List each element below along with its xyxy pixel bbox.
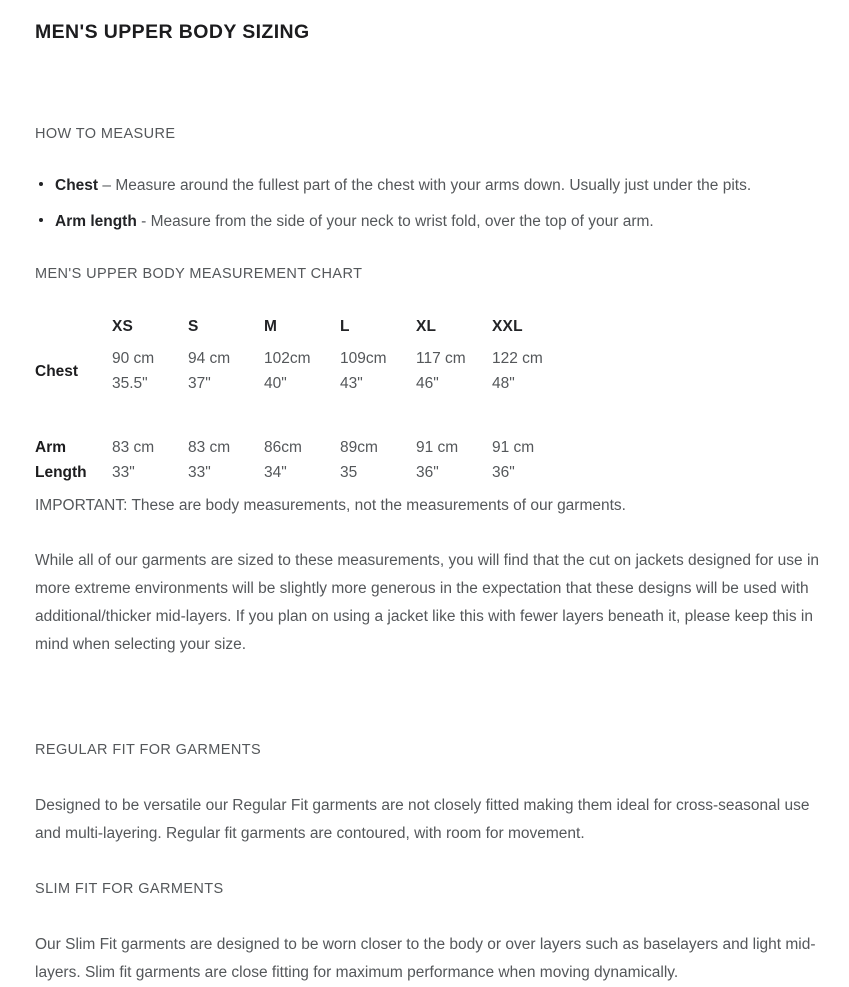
cell-cm: 90 cm (112, 350, 155, 367)
measure-item-arm-length (35, 211, 819, 232)
important-note: IMPORTANT: These are body measurements, not the measurements of our garments. (35, 497, 626, 514)
cell-inches: 43" (340, 375, 363, 392)
bullet-dot-icon (39, 182, 43, 186)
cell-cm: 83 cm (112, 439, 155, 456)
cell-inches: 34" (264, 464, 287, 481)
sizing-note-paragraph: While all of our garments are sized to these measurements, you will find that the cut on jackets designed for use in more extreme environments will be slightly more generous in the expectation that these designs will be used with additional/thicker mid-layers. If you plan on using a jacket like this with fewer layers beneath it, please keep this in mind when selecting your size. (35, 552, 820, 653)
regular-fit-heading: REGULAR FIT FOR GARMENTS (35, 742, 262, 758)
slim-fit-paragraph: Our Slim Fit garments are designed to be worn closer to the body or over layers such as baselayers and light mid-layers. Slim fit garments are close fitting for maximum performance when moving dynamically. (35, 936, 816, 981)
row-label: Chest (35, 362, 79, 380)
measurement-chart-section (35, 264, 819, 659)
size-column-header: L (340, 318, 350, 335)
measure-term: Arm length (55, 213, 137, 230)
size-column-header: XXL (492, 318, 523, 335)
measurement-cell (416, 435, 492, 485)
measurement-cell (492, 435, 568, 485)
measure-item-chest (35, 175, 819, 196)
cell-inches: 33" (188, 464, 211, 481)
cell-inches: 35 (340, 464, 358, 481)
cell-inches: 36" (416, 464, 439, 481)
measure-description: Measure from the side of your neck to wrist fold, over the top of your arm. (150, 213, 654, 230)
cell-inches: 46" (416, 375, 439, 392)
cell-cm: 91 cm (492, 439, 535, 456)
cell-inches: 40" (264, 375, 287, 392)
measurement-cell (188, 435, 264, 485)
measure-separator: – (102, 177, 112, 194)
table-row-chest (35, 346, 819, 396)
size-column-header: M (264, 318, 278, 335)
cell-inches: 48" (492, 375, 515, 392)
cell-cm: 94 cm (188, 350, 231, 367)
cell-cm: 89cm (340, 439, 378, 456)
how-to-measure-heading: HOW TO MEASURE (35, 126, 176, 142)
measurement-cell (188, 346, 264, 396)
table-row-arm-length (35, 435, 819, 485)
size-column-header: S (188, 318, 199, 335)
size-column-header: XL (416, 318, 437, 335)
size-column-header: XS (112, 318, 134, 335)
measure-description: Measure around the fullest part of the chest with your arms down. Usually just under the pits. (115, 177, 752, 194)
measure-separator: - (141, 213, 147, 230)
cell-cm: 122 cm (492, 350, 543, 367)
cell-cm: 117 cm (416, 350, 466, 367)
cell-cm: 91 cm (416, 439, 459, 456)
size-header-row (35, 317, 819, 337)
cell-inches: 35.5" (112, 375, 148, 392)
cell-cm: 83 cm (188, 439, 231, 456)
row-label: Arm Length (35, 439, 87, 481)
measure-term: Chest (55, 177, 99, 194)
cell-inches: 36" (492, 464, 515, 481)
measure-list (35, 175, 819, 232)
measurement-cell (340, 435, 416, 485)
slim-fit-heading: SLIM FIT FOR GARMENTS (35, 881, 224, 897)
measurement-cell (112, 346, 188, 396)
measurement-cell (112, 435, 188, 485)
cell-inches: 37" (188, 375, 211, 392)
regular-fit-section (35, 740, 819, 848)
measurement-cell (264, 435, 340, 485)
measurement-cell (340, 346, 416, 396)
cell-inches: 33" (112, 464, 135, 481)
measure-item-text (55, 175, 751, 196)
page-title: MEN'S UPPER BODY SIZING (35, 21, 310, 43)
size-table-body (35, 346, 819, 485)
how-to-measure-section (35, 124, 819, 232)
regular-fit-paragraph: Designed to be versatile our Regular Fit garments are not closely fitted making them ideal for cross-seasonal use and multi-layering. Regular fit garments are contoured, with room for movement. (35, 797, 810, 842)
measurement-cell (264, 346, 340, 396)
cell-cm: 102cm (264, 350, 311, 367)
measurement-chart-heading: MEN'S UPPER BODY MEASUREMENT CHART (35, 266, 363, 282)
bullet-dot-icon (39, 218, 43, 222)
slim-fit-section (35, 879, 819, 987)
measurement-cell (416, 346, 492, 396)
cell-cm: 86cm (264, 439, 302, 456)
measurement-table (35, 317, 819, 485)
measure-item-text (55, 211, 654, 232)
measurement-cell (492, 346, 568, 396)
cell-cm: 109cm (340, 350, 387, 367)
